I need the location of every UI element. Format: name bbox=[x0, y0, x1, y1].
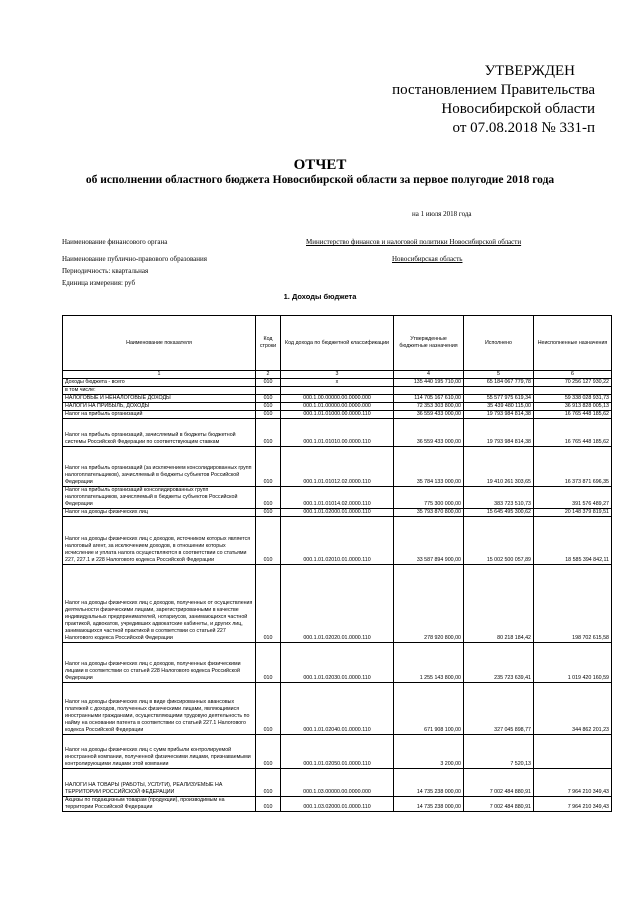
unit-label: Единица измерения: руб bbox=[62, 279, 136, 287]
column-number: 3 bbox=[281, 371, 394, 379]
cell-unexecuted: 36 913 828 005,13 bbox=[534, 403, 612, 411]
cell-income-code: 000.1.01.00000.00.0000.000 bbox=[281, 403, 394, 411]
cell-approved: 1 255 143 800,00 bbox=[394, 643, 464, 683]
cell-line-code: 010 bbox=[256, 411, 281, 419]
cell-income-code: 000.1.01.01012.02.0000.110 bbox=[281, 447, 394, 487]
cell-executed: 7 002 484 880,91 bbox=[464, 769, 534, 797]
cell-line-code: 010 bbox=[256, 379, 281, 387]
approval-title: УТВЕРЖДЕН bbox=[484, 63, 575, 79]
header-approved: Утвержденные бюджетные назначения bbox=[394, 316, 464, 371]
column-number: 6 bbox=[534, 371, 612, 379]
section-title: 1. Доходы бюджета bbox=[283, 292, 357, 301]
cell-line-code: 010 bbox=[256, 509, 281, 517]
cell-unexecuted: 18 585 394 842,11 bbox=[534, 517, 612, 565]
table-row bbox=[63, 411, 612, 419]
table-row bbox=[63, 387, 612, 395]
cell-unexecuted: 391 576 489,27 bbox=[534, 487, 612, 509]
cell-approved: 36 559 433 000,00 bbox=[394, 419, 464, 447]
cell-income-code: 000.1.01.02050.01.0000.110 bbox=[281, 735, 394, 769]
cell-income-code: 000.1.01.02030.01.0000.110 bbox=[281, 643, 394, 683]
cell-unexecuted bbox=[534, 387, 612, 395]
column-number: 5 bbox=[464, 371, 534, 379]
column-number-row bbox=[63, 371, 612, 379]
cell-executed: 19 793 984 814,38 bbox=[464, 419, 534, 447]
cell-unexecuted: 16 765 448 185,62 bbox=[534, 419, 612, 447]
table-row bbox=[63, 419, 612, 447]
cell-approved: 14 735 238 000,00 bbox=[394, 769, 464, 797]
income-table bbox=[62, 315, 612, 812]
cell-line-code: 010 bbox=[256, 683, 281, 735]
cell-name: Налог на доходы физических лиц с сумм прибыли контролируемой иностранной компании, полученной физическими лицами, признаваемыми контролирующими лицами этой компании bbox=[63, 735, 256, 769]
report-subtitle: об исполнении областного бюджета Новосибирской области за первое полугодие 2018 года bbox=[85, 174, 555, 186]
cell-income-code: 000.1.01.02000.01.0000.110 bbox=[281, 509, 394, 517]
header-name: Наименование показателя bbox=[63, 316, 256, 371]
cell-approved: 278 920 800,00 bbox=[394, 565, 464, 643]
cell-line-code: 010 bbox=[256, 447, 281, 487]
cell-name: Акцизы по подакцизным товарам (продукции), производимым на территории Российской Федерации bbox=[63, 797, 256, 812]
cell-unexecuted: 59 338 028 931,73 bbox=[534, 395, 612, 403]
cell-income-code: 000.1.01.01000.00.0000.110 bbox=[281, 411, 394, 419]
cell-unexecuted: 1 019 420 160,59 bbox=[534, 643, 612, 683]
cell-income-code: 000.1.01.02010.01.0000.110 bbox=[281, 517, 394, 565]
cell-executed: 327 045 898,77 bbox=[464, 683, 534, 735]
cell-name: НАЛОГИ НА ТОВАРЫ (РАБОТЫ, УСЛУГИ), РЕАЛИЗУЕМЫЕ НА ТЕРРИТОРИИ РОССИЙСКОЙ ФЕДЕРАЦИИ bbox=[63, 769, 256, 797]
cell-name: Налог на доходы физических лиц в виде фиксированных авансовых платежей с доходов, полученных физическими лицами, являющимися иностранными гражданами, осуществляющими трудовую деятельность по найму на основании патента в соответствии со статьей 227.1 Налогового кодекса Российской Федерации bbox=[63, 683, 256, 735]
cell-line-code: 010 bbox=[256, 395, 281, 403]
cell-income-code: 000.1.00.00000.00.0000.000 bbox=[281, 395, 394, 403]
column-number: 2 bbox=[256, 371, 281, 379]
cell-approved: 14 735 238 000,00 bbox=[394, 797, 464, 812]
cell-income-code: 000.1.01.02020.01.0000.110 bbox=[281, 565, 394, 643]
cell-name: Налог на доходы физических лиц с доходов, полученных физическими лицами в соответствии со статьей 228 Налогового кодекса Российской Федерации bbox=[63, 643, 256, 683]
report-title: ОТЧЕТ bbox=[293, 157, 347, 173]
header-income-code: Код дохода по бюджетной классификации bbox=[281, 316, 394, 371]
cell-executed: 15 645 495 300,62 bbox=[464, 509, 534, 517]
cell-unexecuted: 7 964 210 349,43 bbox=[534, 797, 612, 812]
cell-income-code: 000.1.03.02000.01.0000.110 bbox=[281, 797, 394, 812]
cell-line-code: 010 bbox=[256, 769, 281, 797]
finance-body-label: Наименование финансового органа bbox=[62, 238, 168, 246]
finance-body-value: Министерство финансов и налоговой политики Новосибирской области bbox=[306, 238, 522, 246]
header-line-code: Код строки bbox=[256, 316, 281, 371]
table-row bbox=[63, 379, 612, 387]
cell-approved bbox=[394, 387, 464, 395]
cell-approved: 3 200,00 bbox=[394, 735, 464, 769]
cell-unexecuted: 7 964 210 349,43 bbox=[534, 769, 612, 797]
cell-line-code: 010 bbox=[256, 797, 281, 812]
cell-approved: 35 793 870 800,00 bbox=[394, 509, 464, 517]
table-row bbox=[63, 769, 612, 797]
column-number: 4 bbox=[394, 371, 464, 379]
cell-approved: 135 440 195 710,00 bbox=[394, 379, 464, 387]
cell-name: в том числе: bbox=[63, 387, 256, 395]
cell-income-code: 000.1.01.01014.02.0000.110 bbox=[281, 487, 394, 509]
cell-approved: 775 300 000,00 bbox=[394, 487, 464, 509]
cell-line-code bbox=[256, 387, 281, 395]
cell-executed: 235 723 639,41 bbox=[464, 643, 534, 683]
cell-executed: 65 184 067 779,78 bbox=[464, 379, 534, 387]
cell-income-code: 000.1.03.00000.00.0000.000 bbox=[281, 769, 394, 797]
cell-executed: 19 793 984 814,38 bbox=[464, 411, 534, 419]
cell-executed: 7 520,13 bbox=[464, 735, 534, 769]
cell-income-code: 000.1.01.02040.01.0000.110 bbox=[281, 683, 394, 735]
cell-unexecuted: 198 702 615,58 bbox=[534, 565, 612, 643]
header-unexecuted: Неисполненные назначения bbox=[534, 316, 612, 371]
approval-line-3: от 07.08.2018 № 331-п bbox=[452, 120, 595, 136]
cell-approved: 35 784 133 000,00 bbox=[394, 447, 464, 487]
report-date: на 1 июля 2018 года bbox=[412, 210, 472, 218]
cell-income-code: 000.1.01.01010.00.0000.110 bbox=[281, 419, 394, 447]
cell-name: Налог на доходы физических лиц bbox=[63, 509, 256, 517]
approval-block bbox=[392, 62, 595, 138]
cell-executed: 15 002 500 057,89 bbox=[464, 517, 534, 565]
cell-executed: 35 439 480 115,00 bbox=[464, 403, 534, 411]
approval-line-1: постановлением Правительства bbox=[392, 82, 595, 98]
approval-line-2: Новосибирской области bbox=[441, 101, 595, 117]
cell-name: Налог на прибыль организаций, зачисляемый в бюджеты бюджетной системы Российской Федерации по соответствующим ставкам bbox=[63, 419, 256, 447]
cell-line-code: 010 bbox=[256, 419, 281, 447]
cell-unexecuted bbox=[534, 735, 612, 769]
entity-label: Наименование публично-правового образования bbox=[62, 255, 207, 263]
cell-name: Налог на прибыль организаций консолидированных групп налогоплательщиков, зачисляемый в бюджеты субъектов Российской Федерации bbox=[63, 487, 256, 509]
cell-name: НАЛОГИ НА ПРИБЫЛЬ, ДОХОДЫ bbox=[63, 403, 256, 411]
cell-executed: 55 577 975 619,34 bbox=[464, 395, 534, 403]
header-executed: Исполнено bbox=[464, 316, 534, 371]
cell-line-code: 010 bbox=[256, 403, 281, 411]
cell-income-code bbox=[281, 387, 394, 395]
cell-name: Налог на прибыль организаций (за исключением консолидированных групп налогоплательщиков), зачисляемый в бюджеты субъектов Российской Федерации bbox=[63, 447, 256, 487]
cell-unexecuted: 16 373 871 696,35 bbox=[534, 447, 612, 487]
cell-executed: 19 410 261 303,65 bbox=[464, 447, 534, 487]
cell-approved: 36 559 433 000,00 bbox=[394, 411, 464, 419]
cell-executed: 383 723 510,73 bbox=[464, 487, 534, 509]
cell-unexecuted: 344 862 201,23 bbox=[534, 683, 612, 735]
cell-income-code: x bbox=[281, 379, 394, 387]
period-label: Периодичность: квартальная bbox=[62, 267, 149, 275]
cell-name: Доходы бюджета - всего bbox=[63, 379, 256, 387]
table-row bbox=[63, 487, 612, 509]
table-row bbox=[63, 643, 612, 683]
cell-name: Налог на доходы физических лиц с доходов, источником которых является налоговый агент, за исключением доходов, в отношении которых исчисление и уплата налога осуществляются в соответствии со статьями 227, 227.1 и 228 Налогового кодекса Российской Федерации bbox=[63, 517, 256, 565]
table-row bbox=[63, 735, 612, 769]
cell-unexecuted: 20 148 379 819,51 bbox=[534, 509, 612, 517]
table-row bbox=[63, 565, 612, 643]
cell-executed: 80 218 184,42 bbox=[464, 565, 534, 643]
table-row bbox=[63, 797, 612, 812]
entity-value: Новосибирская область bbox=[392, 255, 463, 263]
cell-name: Налог на доходы физических лиц с доходов, полученных от осуществления деятельности физическими лицами, зарегистрированными в качестве индивидуальных предпринимателей, нотариусов, занимающихся частной практикой, адвокатов, учредивших адвокатские кабинеты, и других лиц, занимающихся частной практикой в соответствии со статьей 227 Налогового кодекса Российской Федерации bbox=[63, 565, 256, 643]
table-row bbox=[63, 395, 612, 403]
table-row bbox=[63, 509, 612, 517]
cell-approved: 671 908 100,00 bbox=[394, 683, 464, 735]
table-row bbox=[63, 517, 612, 565]
cell-executed bbox=[464, 387, 534, 395]
cell-line-code: 010 bbox=[256, 565, 281, 643]
cell-line-code: 010 bbox=[256, 487, 281, 509]
cell-unexecuted: 70 256 127 930,22 bbox=[534, 379, 612, 387]
table-header-row bbox=[63, 316, 612, 371]
cell-executed: 7 002 484 880,91 bbox=[464, 797, 534, 812]
table-row bbox=[63, 403, 612, 411]
cell-name: Налог на прибыль организаций bbox=[63, 411, 256, 419]
table-row bbox=[63, 447, 612, 487]
cell-approved: 33 587 894 900,00 bbox=[394, 517, 464, 565]
cell-unexecuted: 16 765 448 185,62 bbox=[534, 411, 612, 419]
cell-line-code: 010 bbox=[256, 517, 281, 565]
column-number: 1 bbox=[63, 371, 256, 379]
table-row bbox=[63, 683, 612, 735]
cell-line-code: 010 bbox=[256, 735, 281, 769]
cell-line-code: 010 bbox=[256, 643, 281, 683]
cell-name: НАЛОГОВЫЕ И НЕНАЛОГОВЫЕ ДОХОДЫ bbox=[63, 395, 256, 403]
cell-approved: 114 705 167 610,00 bbox=[394, 395, 464, 403]
cell-approved: 72 353 303 800,00 bbox=[394, 403, 464, 411]
